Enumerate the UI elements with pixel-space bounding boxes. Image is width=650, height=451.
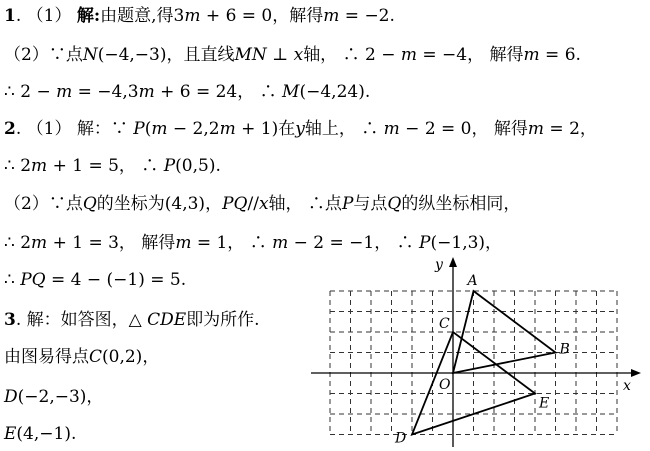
text-line — [4, 155, 221, 177]
text-segment: . （1） — [15, 6, 77, 26]
y-axis-label: y — [435, 257, 443, 273]
text-segment: m — [138, 82, 155, 102]
text-segment: − 2 = 0， 解得 — [399, 119, 528, 139]
text-segment: Q — [387, 194, 402, 214]
text-segment: = −4,3 — [72, 82, 139, 102]
text-segment: + 1 = 5， ∴ — [47, 156, 164, 176]
point-label-a: A — [467, 273, 478, 289]
text-segment: 轴， ∴点 — [268, 194, 342, 214]
text-line — [4, 5, 395, 27]
text-segment: . 解：如答图，△ — [15, 310, 148, 330]
text-segment: Q — [82, 194, 97, 214]
text-segment: (4,−1). — [16, 424, 77, 444]
text-segment: m — [31, 233, 48, 253]
text-line — [4, 44, 581, 66]
text-segment: （2）∵点 — [4, 194, 83, 214]
origin-label: O — [439, 377, 451, 393]
text-segment: 轴上， ∴ — [304, 119, 384, 139]
text-segment: ∴ — [4, 270, 21, 290]
text-line — [4, 346, 159, 368]
text-segment: m — [31, 156, 48, 176]
text-segment: 轴， ∴ 2 − — [303, 45, 401, 65]
text-segment: 1 — [4, 6, 16, 26]
text-segment: P — [163, 156, 176, 176]
text-segment: (−4,−3)，且直线 — [97, 45, 235, 65]
text-segment: y — [295, 119, 305, 139]
text-segment: = 1， ∴ — [191, 233, 273, 253]
text-segment: N — [82, 45, 98, 65]
text-segment: // — [247, 194, 259, 214]
text-line — [4, 269, 186, 291]
text-segment: − 2 = −1， ∴ — [288, 233, 420, 253]
text-segment: E — [4, 424, 17, 444]
text-segment: m — [383, 119, 400, 139]
text-segment: 解: — [76, 6, 101, 26]
text-line — [4, 118, 597, 140]
text-segment: = 6. — [539, 45, 581, 65]
text-segment: m — [56, 82, 73, 102]
text-segment: = 4 − (−1) = 5. — [45, 270, 187, 290]
text-segment: = 2， — [544, 119, 597, 139]
text-segment: 的坐标为(4,3)， — [96, 194, 223, 214]
text-line — [4, 232, 502, 254]
text-segment: MN — [234, 45, 267, 65]
text-segment: m — [527, 119, 545, 139]
text-segment: (−4,24). — [299, 82, 371, 102]
text-segment: ∴ 2 — [4, 233, 32, 253]
text-segment: ∴ 2 − — [4, 82, 57, 102]
text-segment: m — [219, 119, 236, 139]
text-line — [4, 81, 370, 103]
text-segment: ∴ 2 — [4, 156, 32, 176]
point-labels — [394, 257, 631, 447]
text-segment: m — [323, 6, 340, 26]
text-line — [4, 386, 103, 408]
text-segment: 与点 — [353, 194, 388, 214]
text-segment: = −4， 解得 — [417, 45, 524, 65]
text-segment: 由图易得点 — [4, 347, 89, 367]
text-segment: + 6 = 24， ∴ — [154, 82, 283, 102]
text-segment: ⊥ — [266, 45, 294, 65]
text-segment: m — [175, 233, 192, 253]
text-segment: m — [151, 119, 168, 139]
text-line — [4, 309, 260, 331]
text-segment: 由题意,得3 — [100, 6, 185, 26]
text-segment: (0,2)， — [102, 347, 160, 367]
text-segment: PQ — [222, 194, 248, 214]
text-segment: 即为所作. — [186, 310, 260, 330]
text-segment: x — [293, 45, 304, 65]
text-segment: − 2,2 — [167, 119, 220, 139]
dashed-grid — [330, 291, 617, 435]
text-line — [4, 193, 520, 215]
point-label-d: D — [395, 430, 407, 447]
text-segment: CDE — [147, 310, 187, 330]
x-axis-arrow — [631, 369, 641, 377]
text-segment: m — [272, 233, 289, 253]
coordinate-graph — [305, 255, 645, 450]
text-segment: ( — [144, 119, 152, 139]
text-segment: m — [184, 6, 201, 26]
text-segment: = −2. — [339, 6, 395, 26]
text-segment: 2 — [4, 119, 16, 139]
text-segment: D — [4, 387, 18, 407]
text-segment: m — [400, 45, 417, 65]
text-segment: PQ — [20, 270, 46, 290]
text-segment: （2）∵点 — [4, 45, 83, 65]
x-axis-label: x — [623, 378, 631, 394]
text-segment: . （1） 解：∵ — [15, 119, 134, 139]
text-segment: m — [523, 45, 540, 65]
y-axis-arrow — [449, 257, 457, 267]
point-label-e: E — [539, 395, 550, 412]
point-label-c: C — [439, 316, 450, 332]
text-line — [4, 423, 76, 445]
text-segment: + 1 = 3， 解得 — [47, 233, 176, 253]
text-segment: (−1,3)， — [430, 233, 503, 253]
text-segment: P — [133, 119, 145, 139]
text-segment: x — [258, 194, 269, 214]
text-segment: (−2,−3)， — [17, 387, 104, 407]
text-segment: 的纵坐标相同， — [401, 194, 521, 214]
text-segment: M — [282, 82, 300, 102]
text-segment: P — [341, 194, 354, 214]
text-segment: C — [89, 347, 103, 367]
text-segment: + 1)在 — [235, 119, 296, 139]
text-segment: 3 — [4, 310, 16, 330]
text-segment: + 6 = 0，解得 — [200, 6, 324, 26]
text-segment: (0,5). — [175, 156, 221, 176]
text-segment: P — [419, 233, 431, 253]
point-label-b: B — [559, 341, 570, 358]
